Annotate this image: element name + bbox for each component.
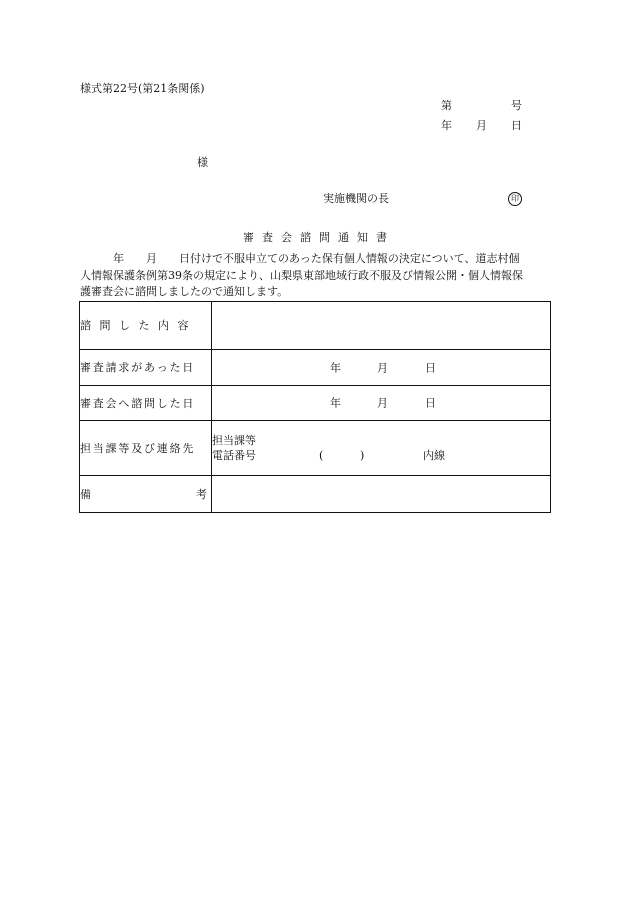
form-number: 様式第22号(第21条関係): [80, 82, 205, 95]
request-year: 年: [330, 361, 341, 374]
issue-day: 日: [511, 119, 522, 132]
contact-extension: 内線: [423, 449, 445, 462]
label-text: 担当課等及び連絡先: [80, 441, 196, 455]
table-row: [80, 421, 551, 476]
issue-month: 月: [476, 119, 487, 132]
contact-phone-label: 電話番号: [212, 449, 256, 462]
number-prefix: 第: [441, 99, 452, 112]
contact-paren-open: (: [319, 449, 324, 462]
table-row: [80, 476, 551, 513]
document-title: 審査会諮問通知書: [243, 231, 395, 244]
contact-paren-close: ): [360, 449, 365, 462]
consultation-date-label: [80, 386, 212, 421]
request-date-label: [80, 350, 212, 386]
addressee: 様: [197, 156, 208, 169]
contact-label: [80, 421, 212, 476]
label-text: 審査請求があった日: [80, 361, 196, 374]
contact-phone-line: [212, 448, 550, 463]
body-line-1: 年 月 日付けで不服申立てのあった保有個人情報の決定について、道志村個: [113, 252, 520, 265]
table-row: [80, 302, 551, 350]
consultation-date-cell: [212, 386, 551, 421]
table-row: [80, 386, 551, 421]
consult-year: 年: [330, 396, 341, 410]
issue-year: 年: [441, 119, 452, 132]
contact-cell: [212, 421, 551, 476]
request-month: 月: [377, 361, 388, 374]
remarks-cell: [212, 476, 551, 513]
consultation-content-label: [80, 302, 212, 350]
notice-details-table: [79, 301, 551, 513]
request-date-cell: [212, 350, 551, 386]
remarks-label: [80, 476, 212, 513]
label-text: 備 考: [80, 487, 207, 501]
consult-day: 日: [425, 396, 436, 410]
sender-title: 実施機関の長: [323, 192, 389, 205]
label-text: 諮問した内容: [80, 319, 197, 332]
contact-dept: 担当課等: [212, 434, 256, 447]
document-number-line: [441, 100, 522, 111]
issue-date-line: [441, 120, 522, 131]
request-day: 日: [425, 361, 436, 374]
notice-body: [80, 251, 550, 301]
label-text: 審査会へ諮問した日: [80, 396, 196, 410]
body-line-2: 人情報保護条例第39条の規定により、山梨県東部地域行政不服及び情報公開・個人情報保: [80, 268, 523, 282]
body-line-3: 護審査会に諮問しましたので通知します。: [80, 285, 289, 298]
consult-month: 月: [377, 396, 388, 410]
table-row: [80, 350, 551, 386]
number-suffix: 号: [511, 99, 522, 112]
consultation-content-cell: [212, 302, 551, 350]
seal-icon: 印: [508, 192, 522, 206]
